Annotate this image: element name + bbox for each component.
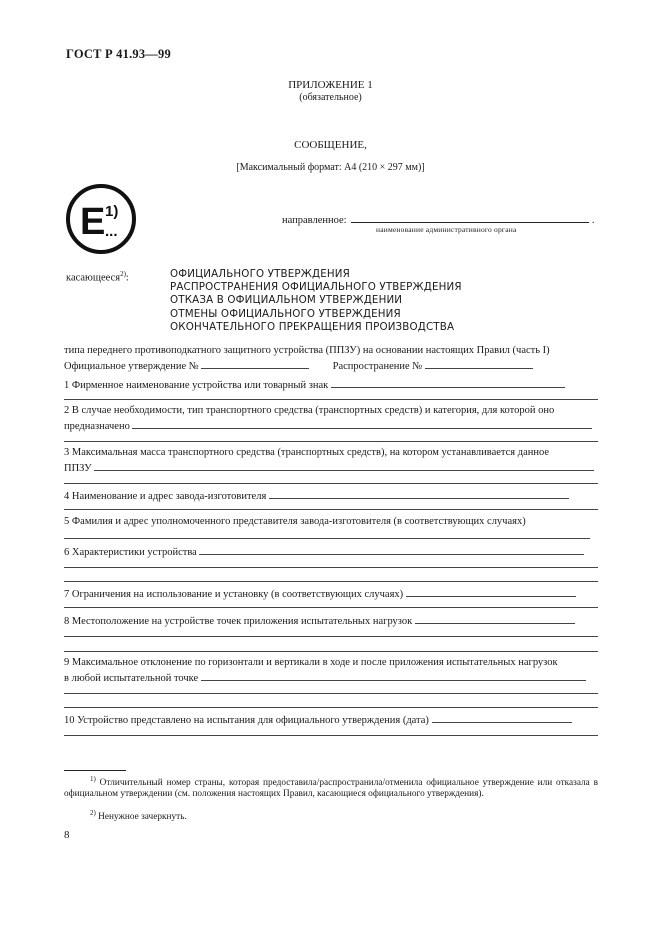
item-3: 3 Максимальная масса транспортного средства (транспортных средств), на котором устанавливается данное: [64, 447, 550, 458]
logo-letter: E: [80, 201, 106, 243]
item-4: 4 Наименование и адрес завода-изготовителя: [64, 489, 598, 502]
blank-line[interactable]: [64, 483, 598, 484]
blank-line[interactable]: [64, 399, 598, 400]
item-7: 7 Ограничения на использование и установку (в соответствующих случаях): [64, 587, 598, 600]
sent-to-line[interactable]: [351, 212, 589, 223]
blank-line[interactable]: [64, 441, 598, 442]
item-2-cont: предназначено: [64, 419, 598, 432]
item-9: 9 Максимальное отклонение по горизонтали и вертикали в ходе и после приложения испытательных нагрузок: [64, 657, 558, 668]
blank-line[interactable]: [64, 651, 598, 652]
item-3-cont: ППЗУ: [64, 461, 598, 474]
item-1-field[interactable]: [331, 378, 565, 388]
item-9-cont: в любой испытательной точке: [64, 671, 598, 684]
sent-to-caption: наименование административного органа: [376, 225, 517, 234]
sent-to-field: [282, 212, 594, 226]
document-code: ГОСТ Р 41.93—99: [66, 47, 171, 61]
device-type-line: типа переднего противоподкатного защитного устройства (ППЗУ) на основании настоящих Правил (часть I): [64, 345, 550, 356]
extension-number-field[interactable]: [425, 359, 533, 369]
approval-number-field[interactable]: [201, 359, 309, 369]
blank-line[interactable]: [64, 693, 598, 694]
blank-line[interactable]: [64, 707, 598, 708]
approval-mark-logo: [64, 182, 138, 256]
footnote-2: $^{2)}$ Ненужное зачеркнуть.: [90, 809, 187, 823]
item-2: 2 В случае необходимости, тип транспортного средства (транспортных средств) и категория, для которой оно: [64, 405, 555, 416]
blank-line[interactable]: [64, 636, 598, 637]
approval-number-label: Официальное утверждение №: [64, 361, 199, 372]
item-5: 5 Фамилия и адрес уполномоченного представителя завода-изготовителя (в соответствующих случаях): [64, 516, 526, 527]
extension-number-label: Распространение №: [332, 361, 423, 372]
item-1: 1 Фирменное наименование устройства или товарный знак: [64, 378, 598, 391]
blank-line[interactable]: [64, 509, 598, 510]
item-8-field[interactable]: [415, 614, 575, 624]
format-note: [Максимальный формат: А4 (210 × 297 мм)]: [236, 162, 425, 173]
item-2-field[interactable]: [132, 419, 592, 429]
sent-to-suffix: .: [591, 215, 595, 226]
item-9-field[interactable]: [201, 671, 586, 681]
appendix-title: ПРИЛОЖЕНИЕ 1: [288, 79, 373, 91]
item-6-field[interactable]: [199, 545, 584, 555]
blank-line[interactable]: [64, 735, 598, 736]
footnote-1: $^{1)}$ Отличительный номер страны, которая предоставила/распространила/отменила официальное утверждение или отказала в официальном утверждении (см. положения настоящих Правил, касающиеся официального утверждения).: [64, 775, 598, 800]
item-6: 6 Характеристики устройства: [64, 545, 598, 558]
item-7-field[interactable]: [406, 587, 576, 597]
option-approval[interactable]: ОФИЦИАЛЬНОГО УТВЕРЖДЕНИЯ: [170, 268, 350, 280]
concerning-label: касающееся$^{2)}$:: [66, 270, 129, 284]
logo-superscript: 1): [105, 203, 119, 220]
item-3-field[interactable]: [94, 461, 594, 471]
footnote-divider: [64, 770, 126, 771]
item-10: 10 Устройство представлено на испытания для официального утверждения (дата): [64, 713, 598, 726]
option-discontinued[interactable]: ОКОНЧАТЕЛЬНОГО ПРЕКРАЩЕНИЯ ПРОИЗВОДСТВА: [170, 320, 455, 333]
option-extension[interactable]: РАСПРОСТРАНЕНИЯ ОФИЦИАЛЬНОГО УТВЕРЖДЕНИЯ: [170, 281, 462, 294]
blank-line[interactable]: [64, 581, 598, 582]
option-refusal[interactable]: ОТКАЗА В ОФИЦИАЛЬНОМ УТВЕРЖДЕНИИ: [170, 294, 403, 307]
blank-line[interactable]: [64, 567, 598, 568]
blank-line[interactable]: [64, 538, 590, 539]
sent-to-label: направленное:: [282, 215, 347, 226]
page-number: 8: [64, 829, 70, 841]
message-title: СООБЩЕНИЕ,: [294, 139, 367, 151]
appendix-subtitle: (обязательное): [299, 92, 362, 103]
item-8: 8 Местоположение на устройстве точек приложения испытательных нагрузок: [64, 614, 598, 627]
concerning-options: [170, 268, 462, 334]
approval-numbers-line: [64, 359, 598, 372]
item-10-field[interactable]: [432, 713, 572, 723]
item-4-field[interactable]: [269, 489, 569, 499]
logo-dots: ...: [105, 223, 118, 240]
option-withdrawal[interactable]: ОТМЕНЫ ОФИЦИАЛЬНОГО УТВЕРЖДЕНИЯ: [170, 307, 401, 320]
blank-line[interactable]: [64, 607, 598, 608]
